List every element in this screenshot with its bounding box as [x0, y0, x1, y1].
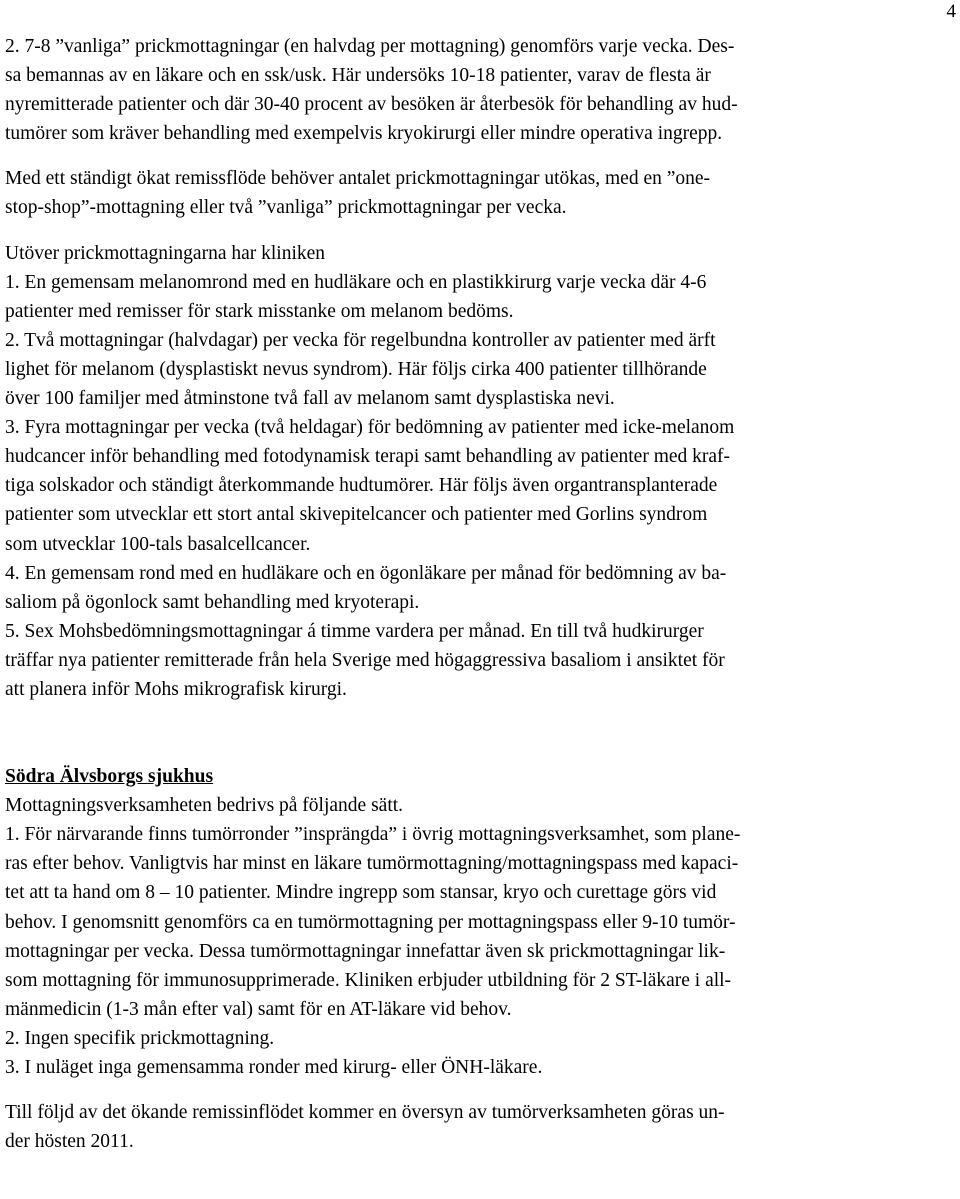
text-line: 5. Sex Mohsbedömningsmottagningar á timme vardera per månad. En till två hudkirurger: [5, 620, 704, 642]
text-line: stop-shop”-mottagning eller två ”vanliga” prickmottagningar per vecka.: [5, 197, 567, 219]
text-line: tumörer som kräver behandling med exempelvis kryokirurgi eller mindre operativa ingrepp.: [5, 123, 723, 145]
text-line: Till följd av det ökande remissinflödet kommer en översyn av tumörverksamheten göras un-: [5, 1102, 725, 1124]
text-line: hudcancer inför behandling med fotodynamisk terapi samt behandling av patienter med kraf-: [5, 446, 731, 468]
text-line: Mottagningsverksamheten bedrivs på följande sätt.: [5, 795, 404, 817]
text-line: patienter med remisser för stark misstanke om melanom bedöms.: [5, 300, 514, 322]
text-line: nyremitterade patienter och där 30-40 procent av besöken är återbesök för behandling av hud-: [5, 94, 738, 116]
text-line: som mottagning för immunosupprimerade. Kliniken erbjuder utbildning för 2 ST-läkare i all-: [5, 969, 732, 991]
text-line: patienter som utvecklar ett stort antal skivepitelcancer och patienter med Gorlins syndrom: [5, 504, 708, 526]
text-line: 4. En gemensam rond med en hudläkare och en ögonläkare per månad för bedömning av ba-: [5, 562, 727, 584]
text-line: Utöver prickmottagningarna har kliniken: [5, 242, 326, 264]
text-line: mottagningar per vecka. Dessa tumörmottagningar innefattar även sk prickmottagningar lik-: [5, 940, 726, 962]
section-heading: Södra Älvsborgs sjukhus: [5, 766, 214, 788]
text-line: över 100 familjer med åtminstone två fall av melanom samt dysplastiska nevi.: [5, 388, 615, 410]
text-line: mänmedicin (1-3 mån efter val) samt för en AT-läkare vid behov.: [5, 998, 512, 1020]
paragraph-prick-clinics: [5, 32, 945, 148]
text-line: 1. En gemensam melanomrond med en hudläkare och en plastikkirurg varje vecka där 4-6: [5, 271, 707, 293]
paragraph-referral-flow: [5, 164, 945, 222]
text-line: 2. Ingen specifik prickmottagning.: [5, 1027, 275, 1049]
text-line: ras efter behov. Vanligtvis har minst en läkare tumörmottagning/mottagningspass med kapaci-: [5, 853, 739, 875]
text-line: saliom på ögonlock samt behandling med kryoterapi.: [5, 591, 420, 613]
text-line: 3. Fyra mottagningar per vecka (två heldagar) för bedömning av patienter med icke-melanom: [5, 417, 735, 439]
document-body: [5, 32, 945, 1156]
paragraph-clinic-list: [5, 239, 945, 705]
paragraph-review: [5, 1098, 945, 1156]
text-line: att planera inför Mohs mikrografisk kirurgi.: [5, 678, 347, 700]
text-line: som utvecklar 100-tals basalcellcancer.: [5, 533, 311, 555]
text-line: 2. Två mottagningar (halvdagar) per vecka för regelbundna kontroller av patienter med ärft: [5, 329, 716, 351]
text-line: Med ett ständigt ökat remissflöde behöver antalet prickmottagningar utökas, med en ”one-: [5, 168, 711, 190]
text-line: tet att ta hand om 8 – 10 patienter. Mindre ingrepp som stansar, kryo och curettage görs vid: [5, 882, 717, 904]
text-line: sa bemannas av en läkare och en ssk/usk. Här undersöks 10-18 patienter, varav de flesta är: [5, 65, 711, 87]
section-sodra-alvsborg: [5, 762, 945, 1082]
text-line: 2. 7-8 ”vanliga” prickmottagningar (en halvdag per mottagning) genomförs varje vecka. Des-: [5, 36, 735, 57]
text-line: träffar nya patienter remitterade från hela Sverige med högaggressiva basaliom i ansiktet för: [5, 649, 725, 671]
text-line: lighet för melanom (dysplastiskt nevus syndrom). Här följs cirka 400 patienter tillhörande: [5, 358, 707, 380]
text-line: der hösten 2011.: [5, 1131, 134, 1153]
text-line: tiga solskador och ständigt återkommande hudtumörer. Här följs även organtransplanterade: [5, 475, 718, 497]
text-line: 3. I nuläget inga gemensamma ronder med kirurg- eller ÖNH-läkare.: [5, 1057, 543, 1078]
page-number: 4: [946, 1, 956, 22]
text-line: behov. I genomsnitt genomförs ca en tumörmottagning per mottagningspass eller 9-10 tumör-: [5, 911, 736, 933]
text-line: 1. För närvarande finns tumörronder ”insprängda” i övrig mottagningsverksamhet, som plane-: [5, 824, 741, 846]
